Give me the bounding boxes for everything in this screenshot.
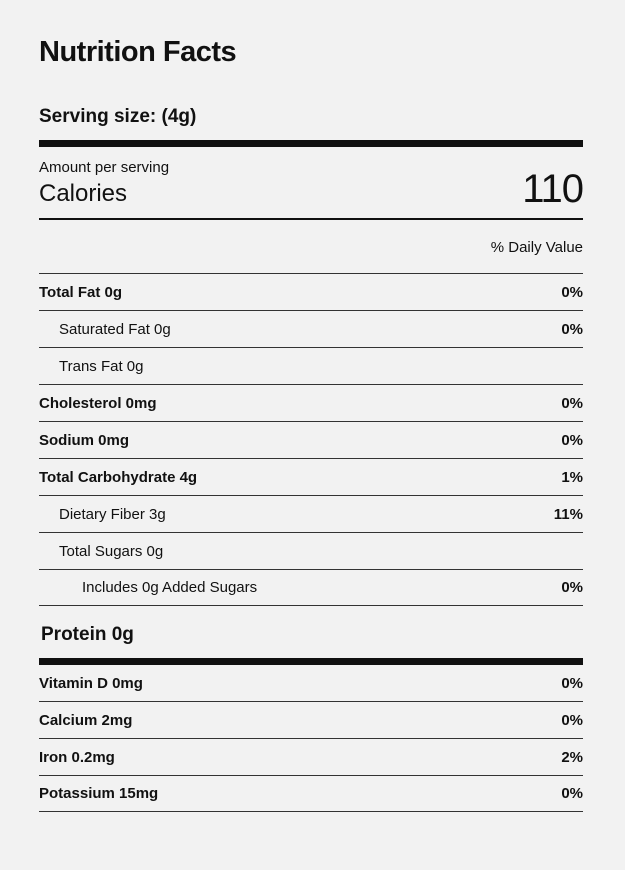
nutrient-label: Trans Fat 0g	[59, 357, 144, 375]
nutrient-daily-value: 0%	[561, 394, 583, 412]
vitamin-row-vitamin-d	[39, 665, 583, 701]
nutrient-row-cholesterol	[39, 384, 583, 421]
nutrient-list	[39, 273, 583, 606]
amount-per-serving: Amount per serving	[39, 159, 170, 176]
nutrient-label: Sodium 0mg	[39, 431, 130, 449]
nutrient-label: Total Carbohydrate 4g	[39, 468, 198, 486]
nutrient-row-sodium	[39, 421, 583, 458]
nutrient-daily-value: 0%	[561, 711, 583, 729]
nutrient-row-total-sugars	[39, 532, 583, 569]
nutrient-label: Total Fat 0g	[39, 283, 123, 301]
nutrient-daily-value: 1%	[561, 468, 583, 486]
protein-label: Protein 0g	[41, 624, 134, 645]
nutrient-label: Iron 0.2mg	[39, 748, 115, 766]
vitamin-list	[39, 665, 583, 812]
nutrient-row-trans-fat	[39, 347, 583, 384]
nutrient-label: Potassium 15mg	[39, 785, 159, 802]
vitamin-row-iron	[39, 738, 583, 775]
nutrient-label: Total Sugars 0g	[59, 542, 164, 560]
nutrient-row-total-fat	[39, 273, 583, 310]
nutrient-daily-value: 2%	[561, 748, 583, 766]
nutrient-label: Cholesterol 0mg	[39, 394, 157, 412]
nutrient-row-total-carbohydrate	[39, 458, 583, 495]
nutrient-label: Vitamin D 0mg	[39, 674, 143, 692]
nutrient-daily-value: 11%	[553, 505, 583, 523]
nutrient-daily-value: 0%	[561, 579, 583, 596]
vitamin-row-potassium	[39, 775, 583, 812]
nutrient-label: Calcium 2mg	[39, 711, 133, 729]
thick-divider	[39, 140, 583, 147]
nutrient-row-saturated-fat	[39, 310, 583, 347]
nutrient-label: Includes 0g Added Sugars	[82, 579, 258, 596]
daily-value-header: % Daily Value	[490, 239, 583, 256]
nutrient-daily-value: 0%	[561, 785, 583, 802]
calories-value: 110	[522, 167, 583, 211]
page-title: Nutrition Facts	[39, 36, 237, 68]
vitamin-row-calcium	[39, 701, 583, 738]
nutrient-daily-value: 0%	[561, 320, 583, 338]
nutrient-row-added-sugars	[39, 569, 583, 606]
nutrient-label: Dietary Fiber 3g	[59, 505, 166, 523]
serving-size: Serving size: (4g)	[39, 106, 197, 127]
calories-divider	[39, 218, 583, 220]
calories-label: Calories	[39, 180, 128, 207]
nutrient-label: Saturated Fat 0g	[59, 320, 171, 338]
nutrient-row-dietary-fiber	[39, 495, 583, 532]
nutrient-daily-value: 0%	[561, 431, 583, 449]
thick-divider	[39, 658, 583, 665]
nutrient-daily-value: 0%	[561, 674, 583, 692]
nutrient-daily-value: 0%	[561, 283, 583, 301]
